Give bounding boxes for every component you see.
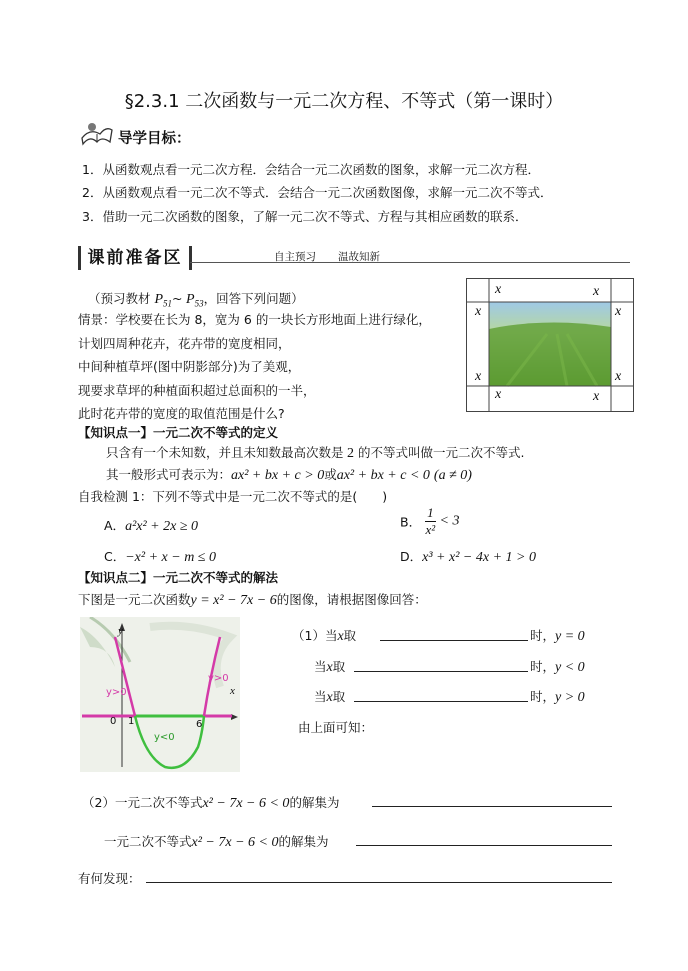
parabola-graph [80,617,240,772]
q1-answer-line-2[interactable] [354,671,528,672]
k1-definition: 只含有一个未知数，并且未知数最高次数是 2 的不等式叫做一元二次不等式. [106,445,525,461]
q2-answer-line-1[interactable] [372,806,612,807]
page-title: §2.3.1 二次函数与一元二次方程、不等式（第一课时） [124,91,564,112]
q1-answer-line-1[interactable] [380,640,528,641]
banner-divider [190,262,630,263]
q1-conclusion: 由上面可知： [298,720,374,735]
garden-x-bottom-left: x [495,387,502,402]
graph-left-positive-label: y>0 [106,687,127,698]
q1-row-2-cond: 时，y < 0 [530,659,585,675]
banner-sub1: 自主预习 [274,252,316,263]
banner-label: 课前准备区 [87,248,183,268]
preview-line-2: 计划四周种花卉，花卉带的宽度相同， [78,336,291,351]
preview-line-0: （预习教材 $P_{51}\sim$ $P_{53}$，回答下列问题） [88,291,304,309]
option-d: D．x³ + x² − 4x + 1 > 0 [400,549,536,565]
q1-row-3: 当x取 [314,689,346,705]
parabola-svg [80,617,240,772]
preview-line-1: 情景：学校要在长为 8，宽为 6 的一块长方形地面上进行绿化， [78,312,431,327]
garden-figure [466,278,634,412]
preview-line-5: 此时花卉带的宽度的取值范围是什么? [78,406,285,421]
graph-negative-label: y<0 [154,732,175,743]
q1-row-2: 当x取 [314,659,346,675]
q1-row-1: （1）当x取 [292,628,357,644]
garden-x-bottom-right: x [593,389,600,404]
garden-x-right-bottom: x [615,369,622,384]
garden-x-left-bottom: x [475,369,482,384]
q1-row-3-cond: 时，y > 0 [530,689,585,705]
goal-3: 3．借助一元二次函数的图象，了解一元二次不等式、方程与其相应函数的联系． [82,209,528,224]
garden-x-top-left: x [495,282,502,297]
finding-answer-line[interactable] [146,882,612,883]
garden-x-top-right: x [593,284,600,299]
option-b: B． $\frac{1}{\text{x²}}$ < 3 [400,505,460,537]
option-c: C．−x² + x − m ≤ 0 [104,549,216,565]
goals-heading: 导学目标： [118,131,191,147]
section-banner [78,246,192,270]
garden-diagram [467,279,633,411]
goal-2: 2．从函数观点看一元二次不等式．会结合一元二次函数图像，求解一元二次不等式． [82,185,553,200]
k1-general-form: 其一般形式可表示为：ax² + bx + c > 0或ax² + bx + c < 0 (a ≠ 0) [106,467,472,483]
finding-label: 有何发现： [78,871,141,886]
goal-1: 1．从函数观点看一元二次方程．会结合一元二次函数的图象，求解一元二次方程． [82,162,540,177]
q2-line-2: 一元二次不等式x² − 7x − 6 < 0的解集为 [104,834,329,850]
graph-origin-label: 0 [110,716,117,727]
garden-x-right-top: x [615,304,622,319]
preview-line-3: 中间种植草坪(图中阴影部分)为了美观， [78,359,301,374]
q1-answer-line-3[interactable] [354,701,528,702]
garden-x-left-top: x [475,304,482,319]
graph-right-positive-label: y>0 [208,673,229,684]
book-icon [80,120,114,146]
graph-tick-1: 1 [128,716,135,727]
q2-line-1: （2）一元二次不等式x² − 7x − 6 < 0的解集为 [82,795,340,811]
k2-intro: 下图是一元二次函数y = x² − 7x − 6的图像，请根据图像回答： [78,592,427,608]
option-a: A．a²x² + 2x ≥ 0 [104,518,199,534]
self-check-question: 自我检测 1：下列不等式中是一元二次不等式的是( ) [78,489,388,504]
k1-heading: 【知识点一】一元二次不等式的定义 [78,425,279,440]
graph-tick-6: 6 [196,719,203,730]
banner-sub2: 温故知新 [338,252,380,263]
q2-answer-line-2[interactable] [356,845,612,846]
preview-line-4: 现要求草坪的种植面积超过总面积的一半， [78,383,316,398]
k2-heading: 【知识点二】一元二次不等式的解法 [78,570,279,585]
graph-x-axis-label: x [230,685,235,697]
graph-y-axis-label: y [118,625,123,637]
q1-row-1-cond: 时，y = 0 [530,628,585,644]
